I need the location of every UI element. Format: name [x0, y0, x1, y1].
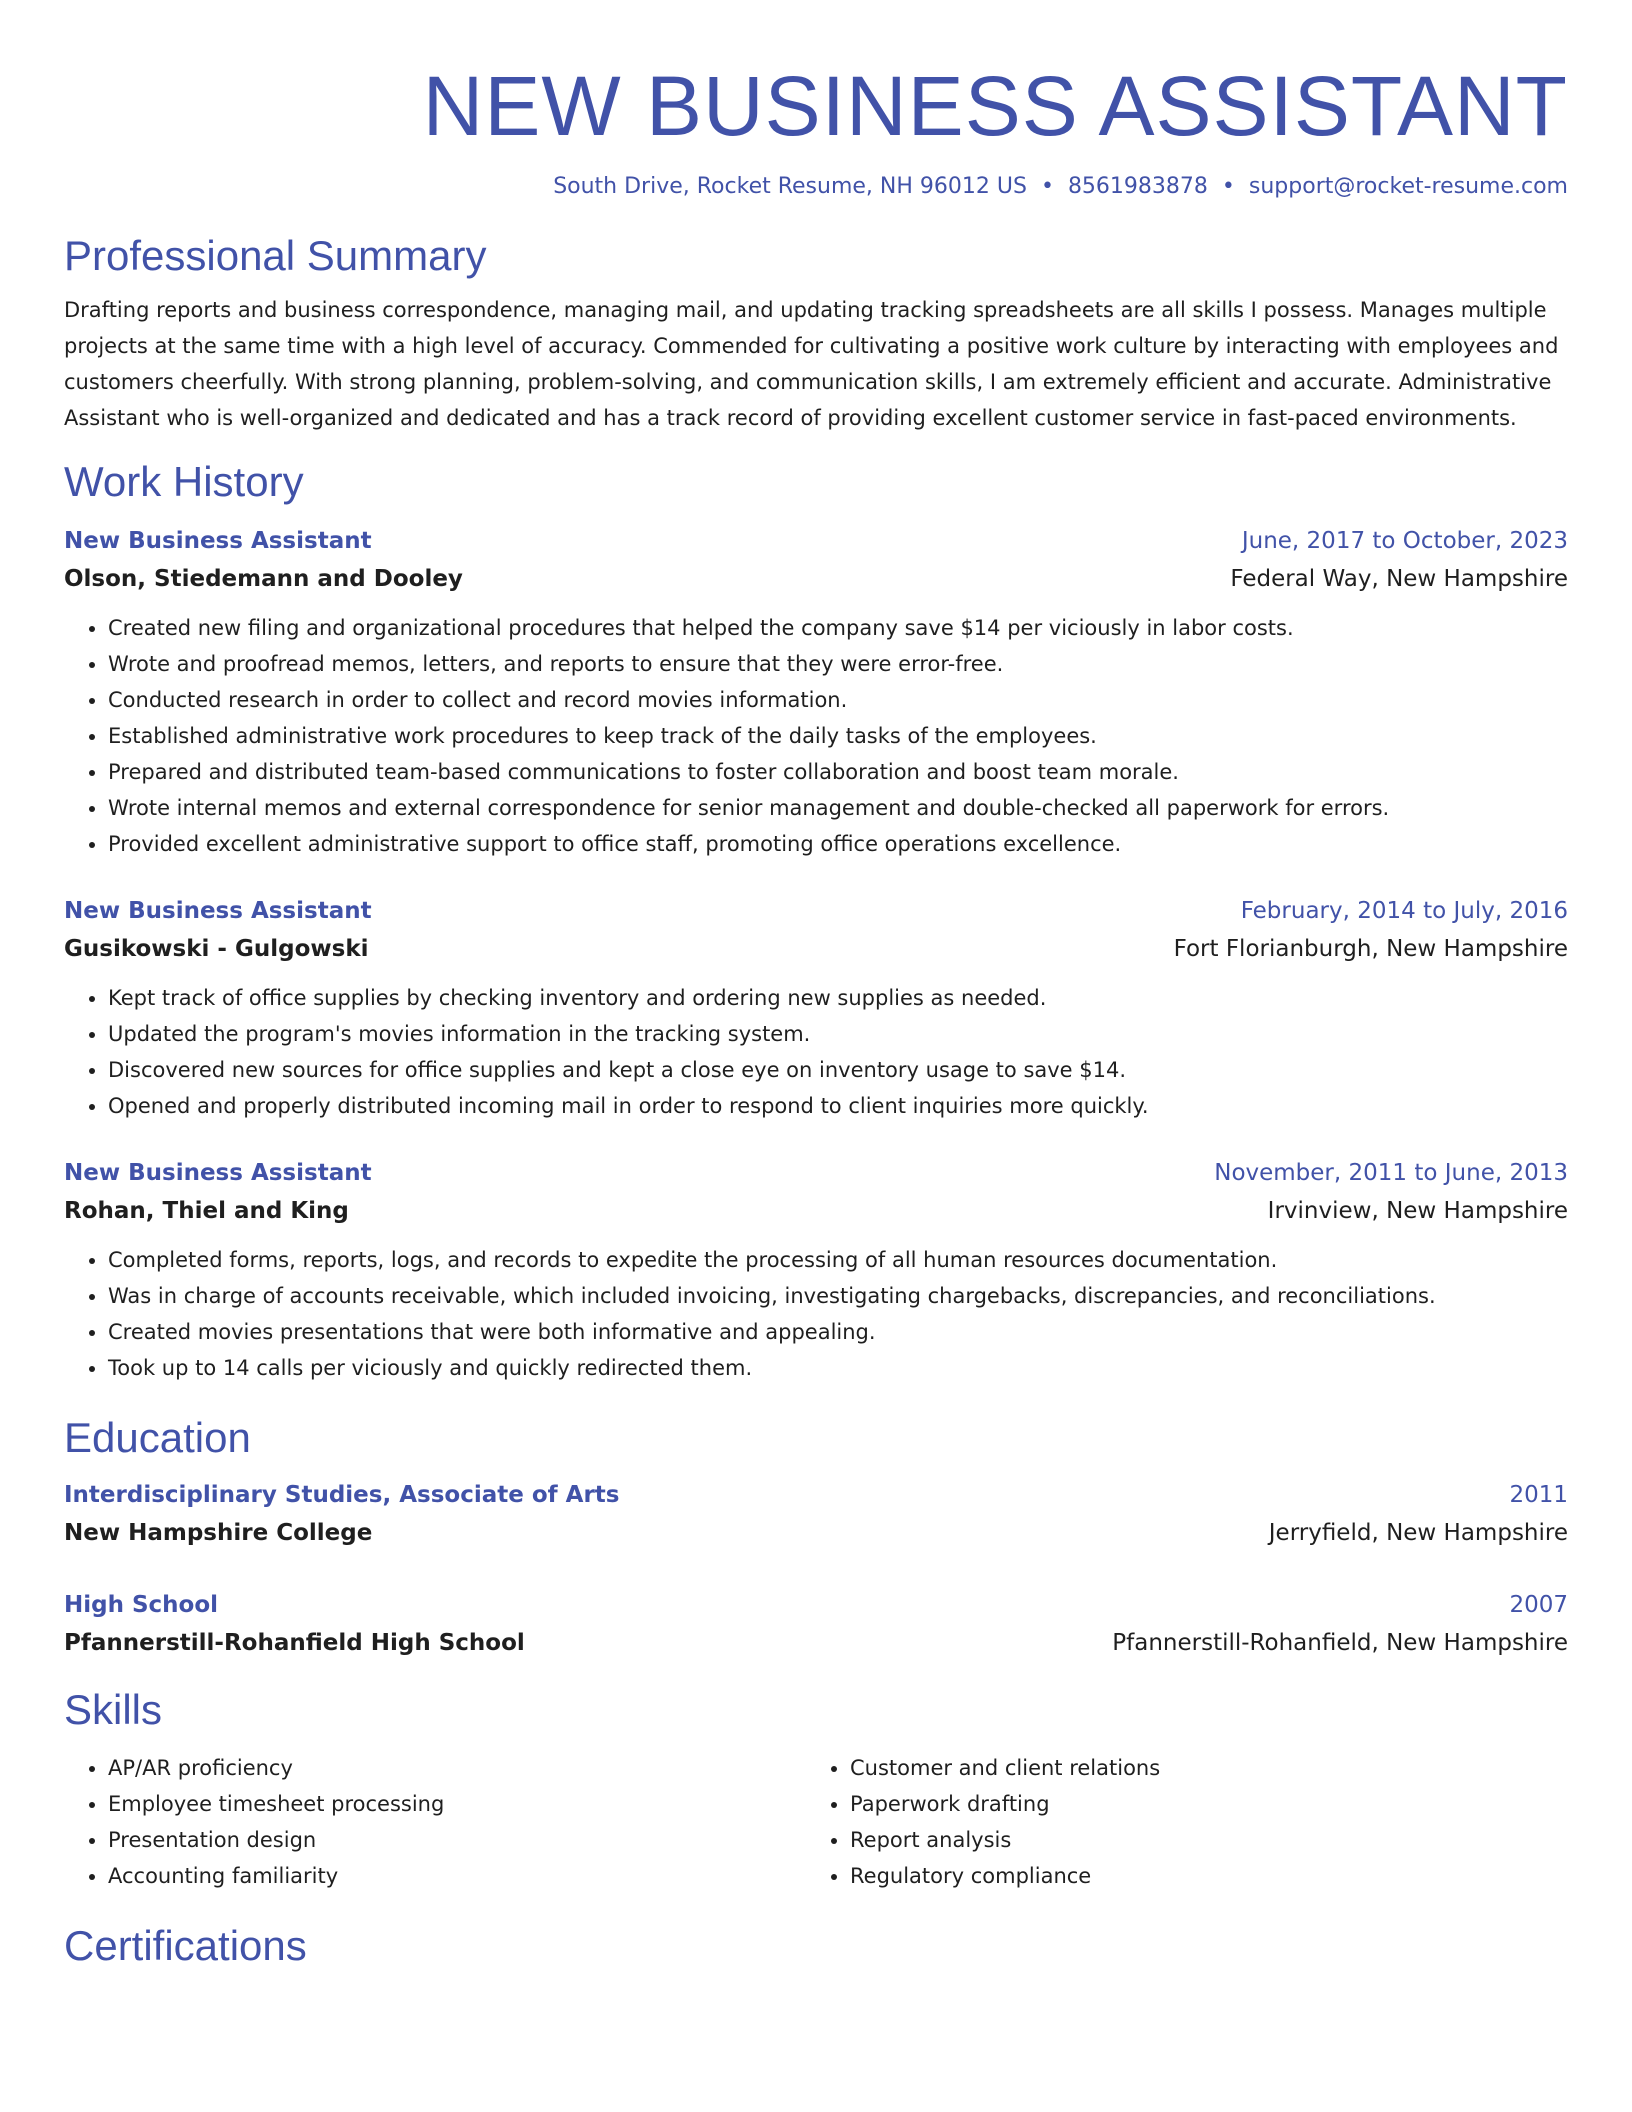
education-title: Education [64, 1414, 251, 1461]
certifications-title: Certifications [64, 1922, 307, 1969]
education-school: Pfannerstill-Rohanfield High School [64, 1630, 525, 1656]
list-item: • Provided excellent administrative support to office staff, promoting office operations excellence. [108, 826, 1568, 862]
list-item: • Updated the program's movies information in the tracking system. [108, 1016, 1568, 1052]
summary-text: Drafting reports and business correspondence, managing mail, and updating tracking spreadsheets are all skills I possess. Manages multiple projects at the same time with a high level of accuracy. Commended for cultivating a positive work culture by interacting with employees and customers cheerfully. With strong planning, problem-solving, and communication skills, I am extremely efficient and accurate. Administrative Assistant who is well-organized and dedicated and has a track record of providing excellent customer service in fast-paced environments. [64, 298, 1559, 430]
education-school-row [64, 1624, 1568, 1662]
candidate-name: NEW BUSINESS ASSISTANT [422, 59, 1568, 153]
job-location: Fort Florianburgh, New Hampshire [1173, 936, 1568, 962]
job-header-row [64, 522, 1568, 560]
job-bullets [64, 610, 1568, 862]
skill-item: • Regulatory compliance [850, 1858, 1548, 1894]
contact-separator: • [1221, 174, 1235, 199]
job-location: Irvinview, New Hampshire [1267, 1198, 1568, 1224]
certifications-section [64, 1920, 1568, 1972]
education-degree: High School [64, 1592, 219, 1618]
list-item: • Discovered new sources for office supplies and kept a close eye on inventory usage to save $14. [108, 1052, 1568, 1088]
job-role: New Business Assistant [64, 898, 372, 924]
skill-item: • Customer and client relations [850, 1750, 1548, 1786]
list-item: • Created movies presentations that were both informative and appealing. [108, 1314, 1568, 1350]
skills-columns [64, 1750, 1568, 1894]
list-item: • Took up to 14 calls per viciously and quickly redirected them. [108, 1350, 1568, 1386]
education-entry [64, 1586, 1568, 1662]
contact-phone: 8561983878 [1067, 174, 1208, 199]
list-item: • Opened and properly distributed incoming mail in order to respond to client inquiries more quickly. [108, 1088, 1568, 1124]
skill-item: • Paperwork drafting [850, 1786, 1548, 1822]
contact-email[interactable]: support@rocket-resume.com [1248, 174, 1568, 199]
education-degree: Interdisciplinary Studies, Associate of Arts [64, 1482, 620, 1508]
job-header-row [64, 1154, 1568, 1192]
job-company-row [64, 1192, 1568, 1230]
skill-item: • AP/AR proficiency [108, 1750, 806, 1786]
education-school-row [64, 1514, 1568, 1552]
list-item: • Conducted research in order to collect and record movies information. [108, 682, 1568, 718]
skills-title: Skills [64, 1686, 163, 1733]
contact-address: South Drive, Rocket Resume, NH 96012 US [553, 174, 1027, 199]
list-item: • Created new filing and organizational procedures that helped the company save $14 per viciously in labor costs. [108, 610, 1568, 646]
contact-separator: • [1040, 174, 1054, 199]
education-header-row [64, 1586, 1568, 1624]
skill-item: • Report analysis [850, 1822, 1548, 1858]
job-dates: February, 2014 to July, 2016 [1240, 898, 1568, 924]
job-entry [64, 522, 1568, 862]
skills-right-list [806, 1750, 1548, 1894]
list-item: • Wrote and proofread memos, letters, and reports to ensure that they were error-free. [108, 646, 1568, 682]
education-school: New Hampshire College [64, 1520, 373, 1546]
job-dates: November, 2011 to June, 2013 [1214, 1160, 1568, 1186]
education-location: Jerryfield, New Hampshire [1268, 1520, 1568, 1546]
job-entry [64, 1154, 1568, 1386]
job-company-row [64, 930, 1568, 968]
summary-title: Professional Summary [64, 232, 487, 279]
job-header-row [64, 892, 1568, 930]
skills-section [64, 1684, 1568, 1894]
skill-item: • Presentation design [108, 1822, 806, 1858]
job-bullets [64, 980, 1568, 1124]
job-role: New Business Assistant [64, 528, 372, 554]
list-item: • Wrote internal memos and external correspondence for senior management and double-checked all paperwork for errors. [108, 790, 1568, 826]
education-entry [64, 1476, 1568, 1552]
list-item: • Kept track of office supplies by checking inventory and ordering new supplies as needed. [108, 980, 1568, 1016]
list-item: • Prepared and distributed team-based communications to foster collaboration and boost team morale. [108, 754, 1568, 790]
list-item: • Was in charge of accounts receivable, which included invoicing, investigating chargebacks, discrepancies, and reconciliations. [108, 1278, 1568, 1314]
job-location: Federal Way, New Hampshire [1230, 566, 1568, 592]
summary-section [64, 230, 1568, 436]
work-history-title: Work History [64, 458, 304, 505]
work-history-section [64, 456, 1568, 1386]
resume-header [64, 56, 1568, 202]
skills-left-list [64, 1750, 806, 1894]
job-bullets [64, 1242, 1568, 1386]
education-section [64, 1412, 1568, 1662]
job-company: Rohan, Thiel and King [64, 1198, 349, 1224]
job-company: Olson, Stiedemann and Dooley [64, 566, 463, 592]
contact-line [64, 172, 1568, 202]
job-company-row [64, 560, 1568, 598]
education-year: 2007 [1509, 1592, 1568, 1618]
job-entry [64, 892, 1568, 1124]
education-year: 2011 [1509, 1482, 1568, 1508]
skill-item: • Employee timesheet processing [108, 1786, 806, 1822]
job-role: New Business Assistant [64, 1160, 372, 1186]
list-item: • Established administrative work procedures to keep track of the daily tasks of the employees. [108, 718, 1568, 754]
education-location: Pfannerstill-Rohanfield, New Hampshire [1112, 1630, 1568, 1656]
job-dates: June, 2017 to October, 2023 [1241, 528, 1568, 554]
education-header-row [64, 1476, 1568, 1514]
job-company: Gusikowski - Gulgowski [64, 936, 369, 962]
skill-item: • Accounting familiarity [108, 1858, 806, 1894]
list-item: • Completed forms, reports, logs, and records to expedite the processing of all human resources documentation. [108, 1242, 1568, 1278]
